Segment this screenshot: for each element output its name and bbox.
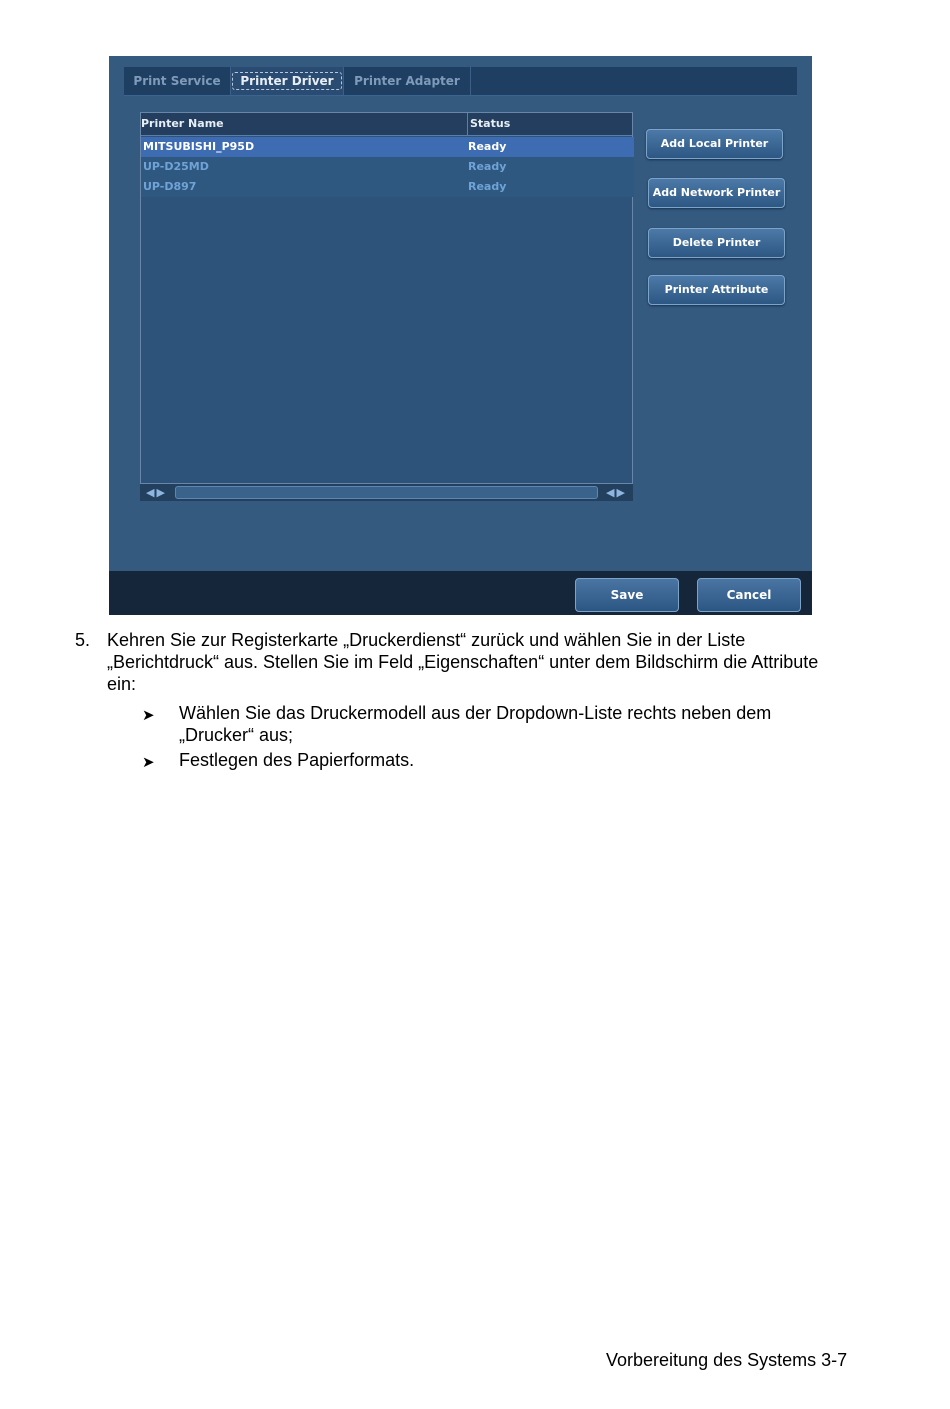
tab-print-service[interactable]: Print Service <box>124 67 231 95</box>
scroll-arrows-left-icon[interactable]: ◀▶ <box>146 486 167 499</box>
column-header-status[interactable]: Status <box>470 117 511 130</box>
delete-printer-button[interactable]: Delete Printer <box>648 228 785 258</box>
column-header-printer-name[interactable]: Printer Name <box>141 117 224 130</box>
table-row[interactable] <box>141 177 634 197</box>
printer-name-cell: UP-D25MD <box>143 160 209 173</box>
step-number: 5. <box>75 630 91 650</box>
scroll-arrows-right-icon[interactable]: ◀▶ <box>606 486 627 499</box>
printer-status-cell: Ready <box>468 140 507 153</box>
printer-list-header <box>141 113 632 136</box>
dialog-footer <box>109 571 812 615</box>
cancel-button[interactable]: Cancel <box>697 578 801 612</box>
table-row[interactable] <box>141 157 634 177</box>
bullet-arrow-icon: ➤ <box>142 707 155 724</box>
tab-printer-adapter[interactable]: Printer Adapter <box>344 67 471 95</box>
add-network-printer-button[interactable]: Add Network Printer <box>648 178 785 208</box>
column-divider <box>467 113 468 135</box>
save-button[interactable]: Save <box>575 578 679 612</box>
printer-status-cell: Ready <box>468 160 507 173</box>
tab-printer-driver[interactable] <box>231 67 344 95</box>
step-text: Kehren Sie zur Registerkarte „Druckerdienst“ zurück und wählen Sie in der Liste „Berichtdruck“ aus. Stellen Sie im Feld „Eigenschaften“ unter dem Bildschirm die Attribute ein: <box>107 630 819 694</box>
printer-list <box>140 112 633 484</box>
printer-name-cell: UP-D897 <box>143 180 197 193</box>
bullet-item: Festlegen des Papierformats. <box>179 750 415 770</box>
horizontal-scrollbar[interactable] <box>140 484 633 501</box>
tab-bar <box>124 67 797 96</box>
page-footer: Vorbereitung des Systems 3-7 <box>606 1350 848 1370</box>
printer-status-cell: Ready <box>468 180 507 193</box>
printer-attribute-button[interactable]: Printer Attribute <box>648 275 785 305</box>
add-local-printer-button[interactable]: Add Local Printer <box>646 129 783 159</box>
tab-printer-driver-label: Printer Driver <box>232 72 341 90</box>
bullet-item: Wählen Sie das Druckermodell aus der Dropdown-Liste rechts neben dem „Drucker“ aus; <box>179 703 772 745</box>
scrollbar-thumb[interactable] <box>175 486 598 499</box>
table-row[interactable] <box>141 137 634 157</box>
bullet-arrow-icon: ➤ <box>142 754 155 771</box>
printer-name-cell: MITSUBISHI_P95D <box>143 140 255 153</box>
printer-settings-screenshot <box>109 56 812 615</box>
